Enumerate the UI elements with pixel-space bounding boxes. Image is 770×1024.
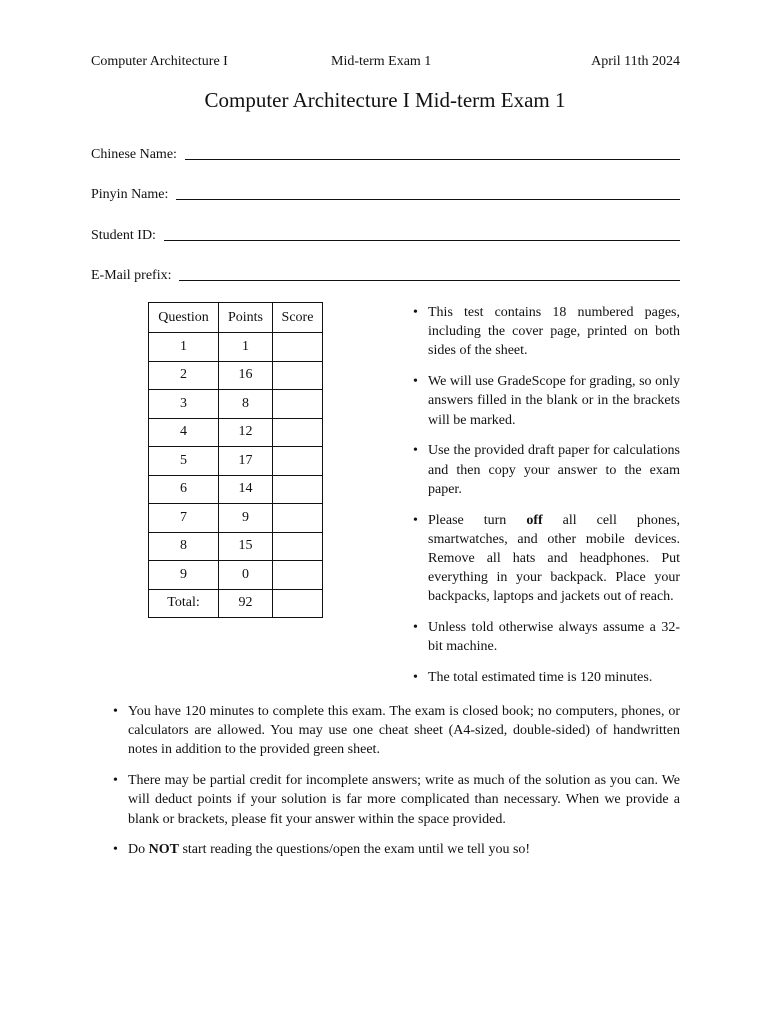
page-title: Computer Architecture I Mid-term Exam 1 <box>204 88 566 112</box>
score-cell[interactable] <box>273 418 323 447</box>
list-item <box>113 702 680 760</box>
score-cell[interactable] <box>273 504 323 533</box>
student-id-label: Student ID: <box>91 228 156 243</box>
email-prefix-field[interactable] <box>91 264 680 284</box>
table-row <box>149 532 323 561</box>
header-exam: Mid-term Exam 1 <box>331 54 432 69</box>
table-row <box>149 390 323 419</box>
score-cell[interactable] <box>273 532 323 561</box>
instruction-text-pre: Please turn <box>428 512 527 528</box>
chinese-name-label: Chinese Name: <box>91 147 177 162</box>
table-row <box>149 475 323 504</box>
points-cell: 12 <box>219 418 273 447</box>
total-points-cell: 92 <box>219 589 273 618</box>
header-date: April 11th 2024 <box>591 54 680 69</box>
instruction-text: We will use GradeScope for grading, so only answers filled in the blank or in the brackets will be marked. <box>428 374 680 428</box>
question-cell: 2 <box>149 361 219 390</box>
question-cell: 3 <box>149 390 219 419</box>
list-item <box>113 771 680 829</box>
question-cell: 5 <box>149 447 219 476</box>
email-prefix-label: E-Mail prefix: <box>91 268 172 283</box>
chinese-name-field[interactable] <box>91 143 680 163</box>
table-row <box>149 447 323 476</box>
list-item <box>413 511 680 607</box>
rule-emphasis: NOT <box>148 842 179 858</box>
points-cell: 17 <box>219 447 273 476</box>
instruction-text: Unless told otherwise always assume a 32-bit machine. <box>428 620 680 655</box>
list-item <box>413 441 680 499</box>
list-item <box>413 668 680 687</box>
question-header: Question <box>149 303 219 333</box>
header-course: Computer Architecture I <box>91 54 228 69</box>
score-table-header <box>149 303 323 333</box>
student-id-line[interactable] <box>164 239 680 241</box>
rule-text-post: start reading the questions/open the exam until we tell you so! <box>178 842 531 858</box>
score-cell[interactable] <box>273 447 323 476</box>
list-item <box>113 840 680 859</box>
points-cell: 1 <box>219 333 273 362</box>
table-row <box>149 504 323 533</box>
table-row <box>149 361 323 390</box>
points-cell: 15 <box>219 532 273 561</box>
score-header: Score <box>273 303 323 333</box>
pinyin-name-line[interactable] <box>176 198 680 200</box>
question-cell: 4 <box>149 418 219 447</box>
points-cell: 8 <box>219 390 273 419</box>
points-cell: 0 <box>219 561 273 590</box>
total-row <box>149 589 323 618</box>
instruction-text: The total estimated time is 120 minutes. <box>428 670 653 686</box>
points-header: Points <box>219 303 273 333</box>
table-row <box>149 418 323 447</box>
pinyin-name-field[interactable] <box>91 183 680 203</box>
list-item <box>413 618 680 656</box>
email-prefix-line[interactable] <box>179 279 680 281</box>
score-cell[interactable] <box>273 361 323 390</box>
points-cell: 9 <box>219 504 273 533</box>
student-id-field[interactable] <box>91 224 680 244</box>
instruction-text: This test contains 18 numbered pages, including the cover page, printed on both sides of the sheet. <box>428 305 680 359</box>
rule-text-pre: Do <box>128 842 149 858</box>
table-row <box>149 333 323 362</box>
chinese-name-line[interactable] <box>185 158 680 160</box>
table-row <box>149 561 323 590</box>
score-cell[interactable] <box>273 333 323 362</box>
points-cell: 14 <box>219 475 273 504</box>
pinyin-name-label: Pinyin Name: <box>91 187 169 202</box>
list-item <box>413 372 680 430</box>
instruction-text: Use the provided draft paper for calculations and then copy your answer to the exam paper. <box>428 443 680 497</box>
rule-text: You have 120 minutes to complete this exam. The exam is closed book; no computers, phones, or calculators are allowed. You may use one cheat sheet (A4-sized, double-sided) of handwritten notes in addition to the provided green sheet. <box>128 704 680 758</box>
score-cell[interactable] <box>273 561 323 590</box>
score-cell[interactable] <box>273 390 323 419</box>
page-header <box>91 54 680 74</box>
points-cell: 16 <box>219 361 273 390</box>
rule-text: There may be partial credit for incomplete answers; write as much of the solution as you can. We will deduct points if your solution is far more complicated than necessary. When we provide a blank or brackets, please fit your answer within the space provided. <box>128 773 680 827</box>
question-cell: 7 <box>149 504 219 533</box>
question-cell: 1 <box>149 333 219 362</box>
instruction-emphasis: off <box>526 512 543 528</box>
question-cell: 8 <box>149 532 219 561</box>
rules-list <box>113 702 680 871</box>
score-table <box>148 302 323 618</box>
list-item <box>413 303 680 361</box>
question-cell: 9 <box>149 561 219 590</box>
instructions-list <box>413 303 680 699</box>
total-label-cell: Total: <box>149 589 219 618</box>
total-score-cell[interactable] <box>273 589 323 618</box>
question-cell: 6 <box>149 475 219 504</box>
instruction-text-post: all cell phones, smartwatches, and other mobile devices. Remove all hats and headphones. Put everything in your backpack. Place your backpacks, laptops and jackets out of reach. <box>428 512 680 605</box>
score-cell[interactable] <box>273 475 323 504</box>
